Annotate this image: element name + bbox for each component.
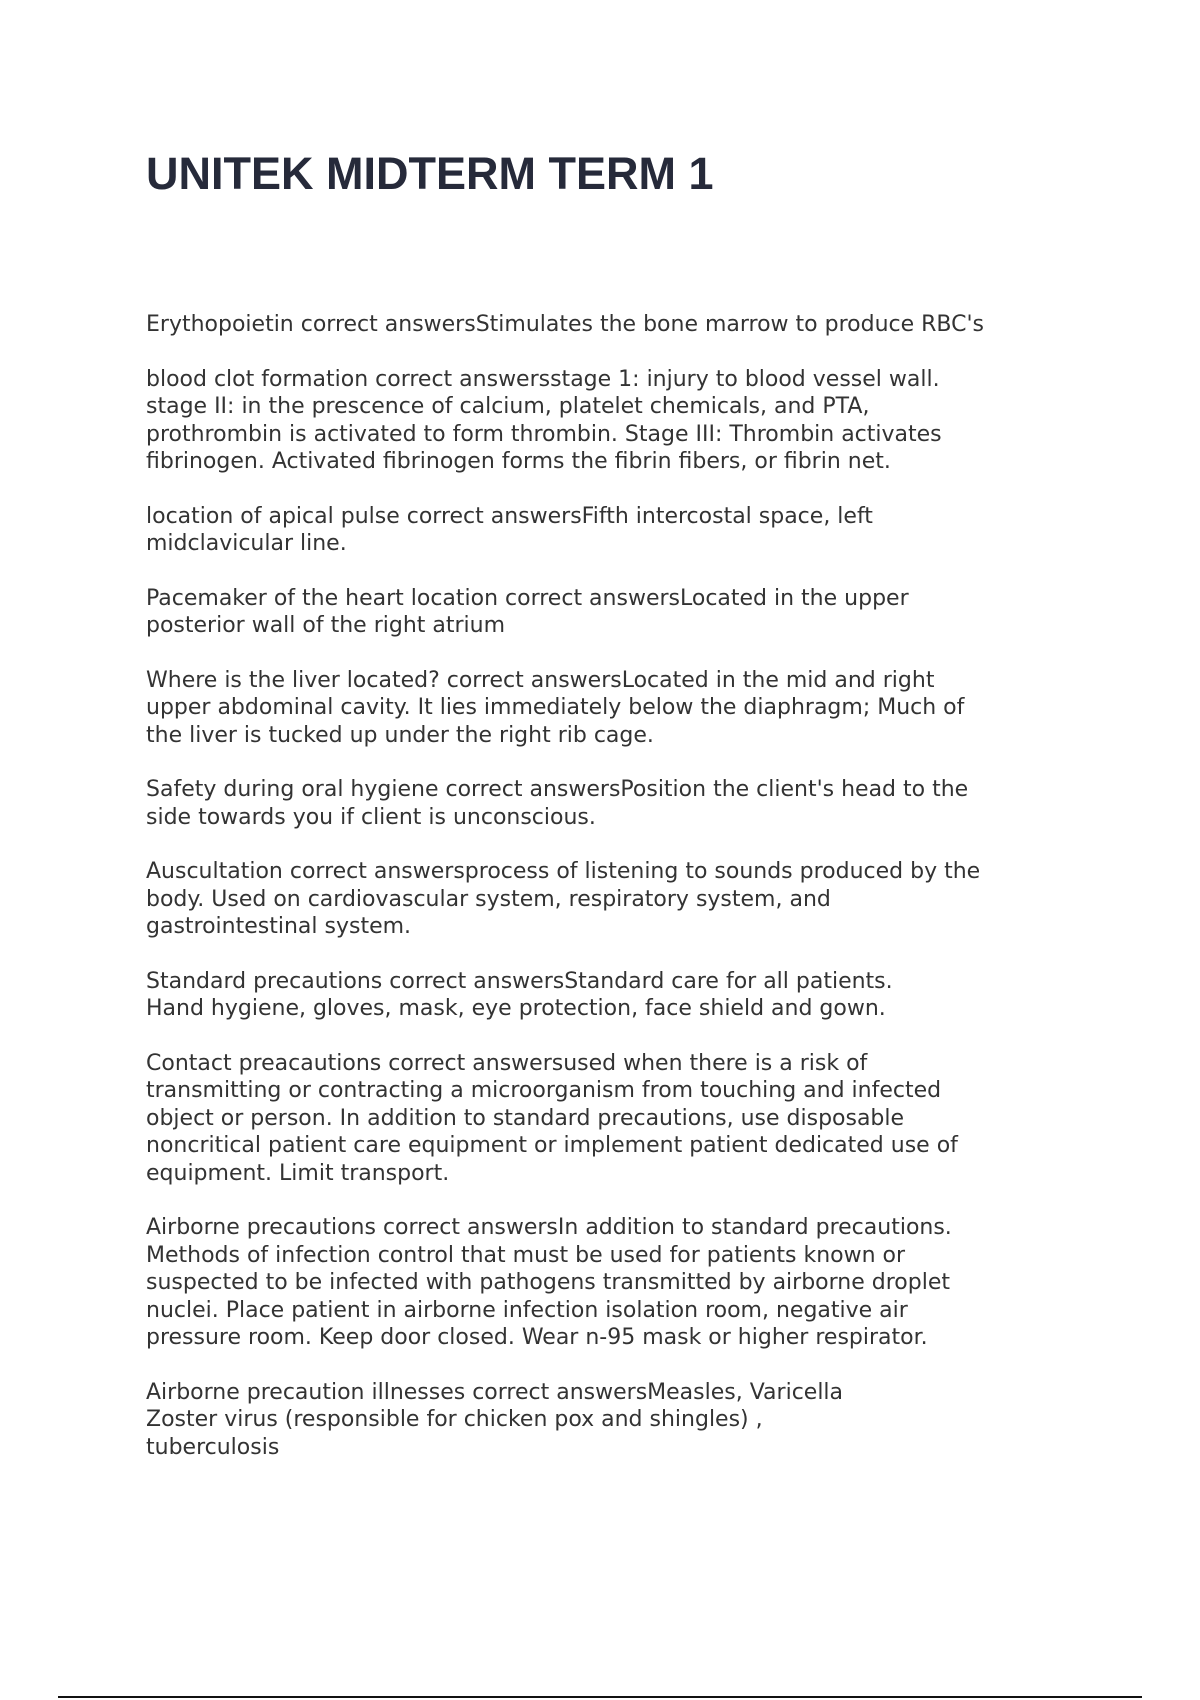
qa-list <box>146 311 1076 1488</box>
qa-text: Erythopoietin correct answersStimulates the bone marrow to produce RBC's <box>146 312 985 337</box>
qa-text: blood clot formation correct answersstage 1: injury to blood vessel wall. stage II: in the prescence of calcium, platelet chemicals, and PTA, prothrombin is activated to form thrombin. Stage III: Thrombin activates fibrinogen. Activated fibrinogen forms the fibrin fibers, or fibrin net. <box>146 366 942 474</box>
qa-item-liver-location <box>146 667 1076 750</box>
document-title: UNITEK MIDTERM TERM 1 <box>146 148 714 199</box>
qa-item-contact-precautions <box>146 1050 1076 1188</box>
qa-text: Airborne precautions correct answersIn addition to standard precautions. Methods of infection control that must be used for patients known or suspected to be infected with pathogens transmitted by airborne droplet nuclei. Place patient in airborne infection isolation room, negative air pressure room. Keep door closed. Wear n-95 mask or higher respirator. <box>146 1215 952 1350</box>
qa-item-apical-pulse <box>146 503 1076 558</box>
qa-text: location of apical pulse correct answersFifth intercostal space, left midclavicular line. <box>146 503 873 556</box>
qa-text: Contact preacautions correct answersused when there is a risk of transmitting or contracting a microorganism from touching and infected object or person. In addition to standard precautions, use disposable noncritical patient care equipment or implement patient dedicated use of equipment. Limit transport. <box>146 1050 958 1186</box>
qa-text: Standard precautions correct answersStandard care for all patients. Hand hygiene, gloves, mask, eye protection, face shield and gown. <box>146 968 893 1021</box>
qa-item-airborne-illnesses <box>146 1379 1076 1462</box>
qa-item-airborne-precautions <box>146 1214 1076 1352</box>
page-bottom-rule <box>58 1696 1142 1698</box>
qa-item-erythropoietin <box>146 311 1076 339</box>
qa-text: Safety during oral hygiene correct answersPosition the client's head to the side towards you if client is unconscious. <box>146 777 969 830</box>
qa-item-standard-precautions <box>146 968 1076 1023</box>
qa-item-blood-clot-formation <box>146 366 1076 476</box>
qa-text: Where is the liver located? correct answersLocated in the mid and right upper abdominal cavity. It lies immediately below the diaphragm; Much of the liver is tucked up under the right rib cage. <box>146 667 965 748</box>
qa-text: Pacemaker of the heart location correct answersLocated in the upper posterior wall of the right atrium <box>146 585 909 638</box>
qa-text: Airborne precaution illnesses correct answersMeasles, Varicella Zoster virus (responsible for chicken pox and shingles) , tuberculosis <box>146 1379 844 1460</box>
qa-item-auscultation <box>146 858 1076 941</box>
qa-text: Auscultation correct answersprocess of listening to sounds produced by the body. Used on cardiovascular system, respiratory system, and gastrointestinal system. <box>146 859 981 939</box>
qa-item-pacemaker <box>146 585 1076 640</box>
qa-item-oral-hygiene-safety <box>146 776 1076 831</box>
